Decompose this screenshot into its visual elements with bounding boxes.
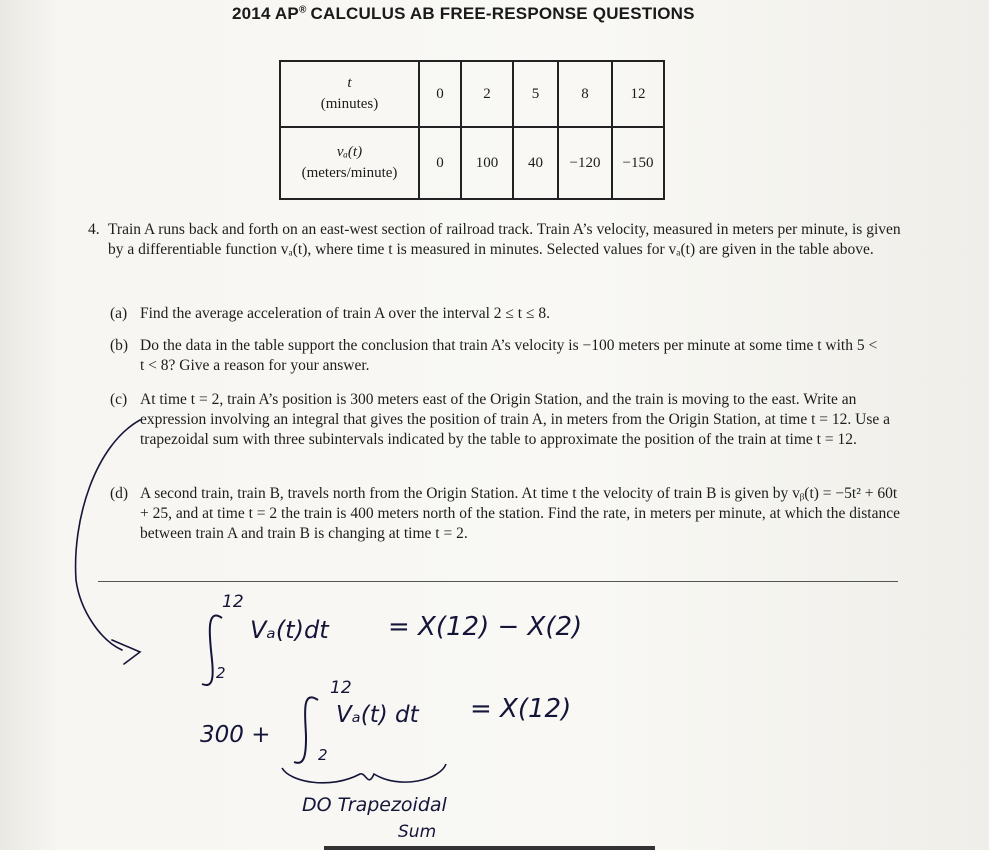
upper-limit-2: 12 bbox=[330, 678, 352, 698]
part-text: Do the data in the table support the conclusion that train A’s velocity is −100 meters per minute at some time t with 5 < t < 8? Give a reason for your answer. bbox=[140, 337, 878, 374]
part-label: (a) bbox=[110, 305, 128, 322]
part-label: (d) bbox=[110, 485, 129, 502]
table-cell: 2 bbox=[461, 61, 513, 127]
part-text: A second train, train B, travels north from the Origin Station. At time t the velocity of train B is given by vᵦ(t) = −5t² + 60t + 25, and at time t = 2 the train is 400 meters north of the station. Find the rate, in meters per minute, at which the distance between train A and train B is changing at time t = 2. bbox=[140, 485, 901, 542]
velocity-var-label: vₐ(t) bbox=[336, 144, 363, 160]
part-text: Find the average acceleration of train A over the interval 2 ≤ t ≤ 8. bbox=[140, 305, 550, 322]
table-cell: −150 bbox=[612, 127, 664, 199]
table-cell: 0 bbox=[419, 61, 461, 127]
problem-intro: Train A runs back and forth on an east-west section of railroad track. Train A’s velocity, measured in meters per minute, is given by a differentiable function vₐ(t), where time t is measured in minutes. Selected values for vₐ(t) are given in the table above. bbox=[108, 221, 901, 258]
rhs-2: = X(12) bbox=[470, 694, 572, 724]
integrand-2: Vₐ(t) dt bbox=[336, 702, 419, 728]
lower-limit-2: 2 bbox=[318, 746, 328, 764]
prefix-300: 300 + bbox=[200, 722, 271, 748]
part-text: At time t = 2, train A’s position is 300 meters east of the Origin Station, and the train is moving to the east. Write an expression involving an integral that gives the position of train A, in meters from the Origin Station, at time t = 12. Use a trapezoidal sum with three subintervals indicated by the table to approximate the position of the train at time t = 12. bbox=[140, 391, 891, 448]
registered-mark: ® bbox=[298, 4, 307, 16]
scroll-bar[interactable] bbox=[324, 846, 655, 850]
integrand-1: Vₐ(t)dt bbox=[250, 616, 329, 644]
time-var-label: t bbox=[347, 75, 352, 91]
upper-limit-1: 12 bbox=[222, 592, 244, 612]
part-label: (b) bbox=[110, 337, 129, 354]
time-unit-label: (minutes) bbox=[320, 96, 379, 112]
table-cell: 100 bbox=[461, 127, 513, 199]
table-cell: 40 bbox=[513, 127, 558, 199]
part-label: (c) bbox=[110, 391, 128, 408]
table-cell: 12 bbox=[612, 61, 664, 127]
velocity-unit-label: (meters/minute) bbox=[301, 165, 398, 181]
note-sum: Sum bbox=[398, 822, 437, 842]
rhs-1: = X(12) − X(2) bbox=[388, 612, 583, 642]
table-cell: −120 bbox=[558, 127, 612, 199]
note-trapezoidal: DO Trapezoidal bbox=[302, 794, 447, 816]
lower-limit-1: 2 bbox=[216, 664, 226, 682]
table-cell: 0 bbox=[419, 127, 461, 199]
problem-number: 4. bbox=[88, 221, 100, 238]
table-cell: 5 bbox=[513, 61, 558, 127]
header-year: 2014 AP bbox=[232, 4, 299, 23]
header-title: CALCULUS AB FREE-RESPONSE QUESTIONS bbox=[310, 4, 695, 23]
table-cell: 8 bbox=[558, 61, 612, 127]
